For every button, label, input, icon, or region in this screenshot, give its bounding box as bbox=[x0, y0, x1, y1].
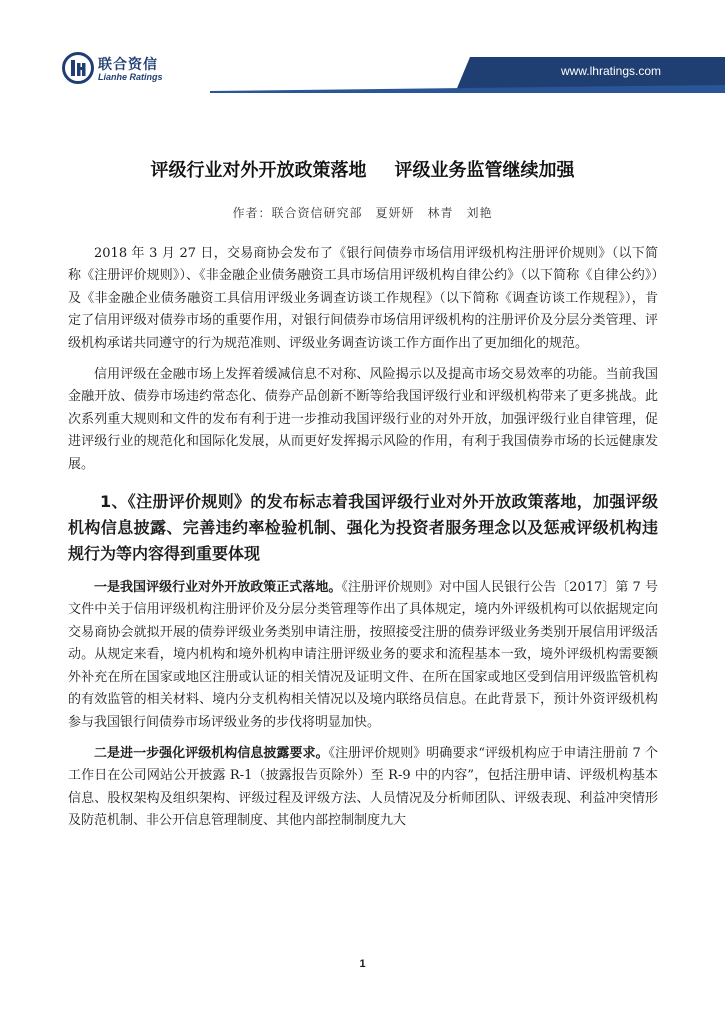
paragraph-4-lead: 二是进一步强化评级机构信息披露要求。 bbox=[94, 745, 329, 761]
paragraph-2: 信用评级在金融市场上发挥着缓减信息不对称、风险揭示以及提高市场交易效率的功能。当前我国金融开放、债券市场违约常态化、债券产品创新不断等给我国评级行业和评级机构带来了更多挑战。此次系列重大规则和文件的发布有利于进一步推动我国评级行业的对外开放，加强评级行业自律管理，促进评级行业的规范化和国际化发展，从而更好发挥揭示风险的作用，有利于我国债券市场的长远健康发展。 bbox=[68, 367, 658, 472]
logo-english-name: Lianhe Ratings bbox=[98, 72, 163, 82]
section-1-heading: 1、《注册评价规则》的发布标志着我国评级行业对外开放政策落地，加强评级机构信息披露、完善违约率检验机制、强化为投资者服务理念以及惩戒评级机构违规行为等内容得到重要体现 bbox=[68, 492, 658, 564]
paragraph-4-text: 《注册评价规则》明确要求“评级机构应于申请注册前 7 个工作日在公司网站公开披露 R-1（披露报告页除外）至 R-9 中的内容”，包括注册申请、评级机构基本信息、股权架构及组织架构、评级过程及评级方法、人员情况及分析师团队、评级表现、利益冲突情形及防范机制、非公开信息管理制度、其他内部控制制度九大 bbox=[68, 745, 658, 829]
page-header bbox=[0, 0, 725, 100]
page-number: 1 bbox=[359, 958, 366, 970]
document-title bbox=[0, 156, 725, 182]
paragraph-1: 2018 年 3 月 27 日，交易商协会发布了《银行间债券市场信用评级机构注册评价规则》（以下简称《注册评价规则》）、《非金融企业债务融资工具市场信用评级机构自律公约》（以下简称《自律公约》）及《非金融企业债务融资工具信用评级业务调查访谈工作规程》（以下简称《调查访谈工作规程》），肯定了信用评级对债券市场的重要作用，对银行间债券市场信用评级机构的注册评价及分层分类管理、评级机构承诺共同遵守的行为规范准则、评级业务调查访谈工作方面作出了更加细化的规范。 bbox=[68, 246, 658, 351]
paragraph-3-text: 《注册评价规则》对中国人民银行公告〔2017〕第 7 号文件中关于信用评级机构注册评价及分层分类管理等作出了具体规定，境内外评级机构可以依据规定向交易商协会就拟开展的债券评级业务类别申请注册，按照接受注册的债券评级业务类别开展信用评级活动。从规定来看，境内机构和境外机构申请注册评级业务的要求和流程基本一致，境外评级机构需要额外补充在所在国家或地区注册或认证的相关情况及证明文件、在所在国家或地区受到信用评级监管机构的有效监管的相关材料、境内分支机构相关情况以及境内联络员信息。在此背景下，预计外资评级机构参与我国银行间债券市场评级业务的步伐将明显加快。 bbox=[68, 580, 658, 730]
website-link[interactable]: www.lhratings.com bbox=[560, 64, 661, 78]
logo-chinese-name: 联合资信 bbox=[98, 57, 158, 73]
title-part-2: 评级业务监管继续加强 bbox=[394, 160, 575, 181]
document-body bbox=[68, 243, 658, 842]
authors-line: 作者：联合资信研究部 夏妍妍 林青 刘艳 bbox=[232, 206, 493, 220]
paragraph-3-lead: 一是我国评级行业对外开放政策正式落地。 bbox=[94, 580, 342, 596]
title-part-1: 评级行业对外开放政策落地 bbox=[150, 160, 367, 181]
paragraph-4 bbox=[68, 743, 658, 833]
paragraph-3 bbox=[68, 577, 658, 734]
